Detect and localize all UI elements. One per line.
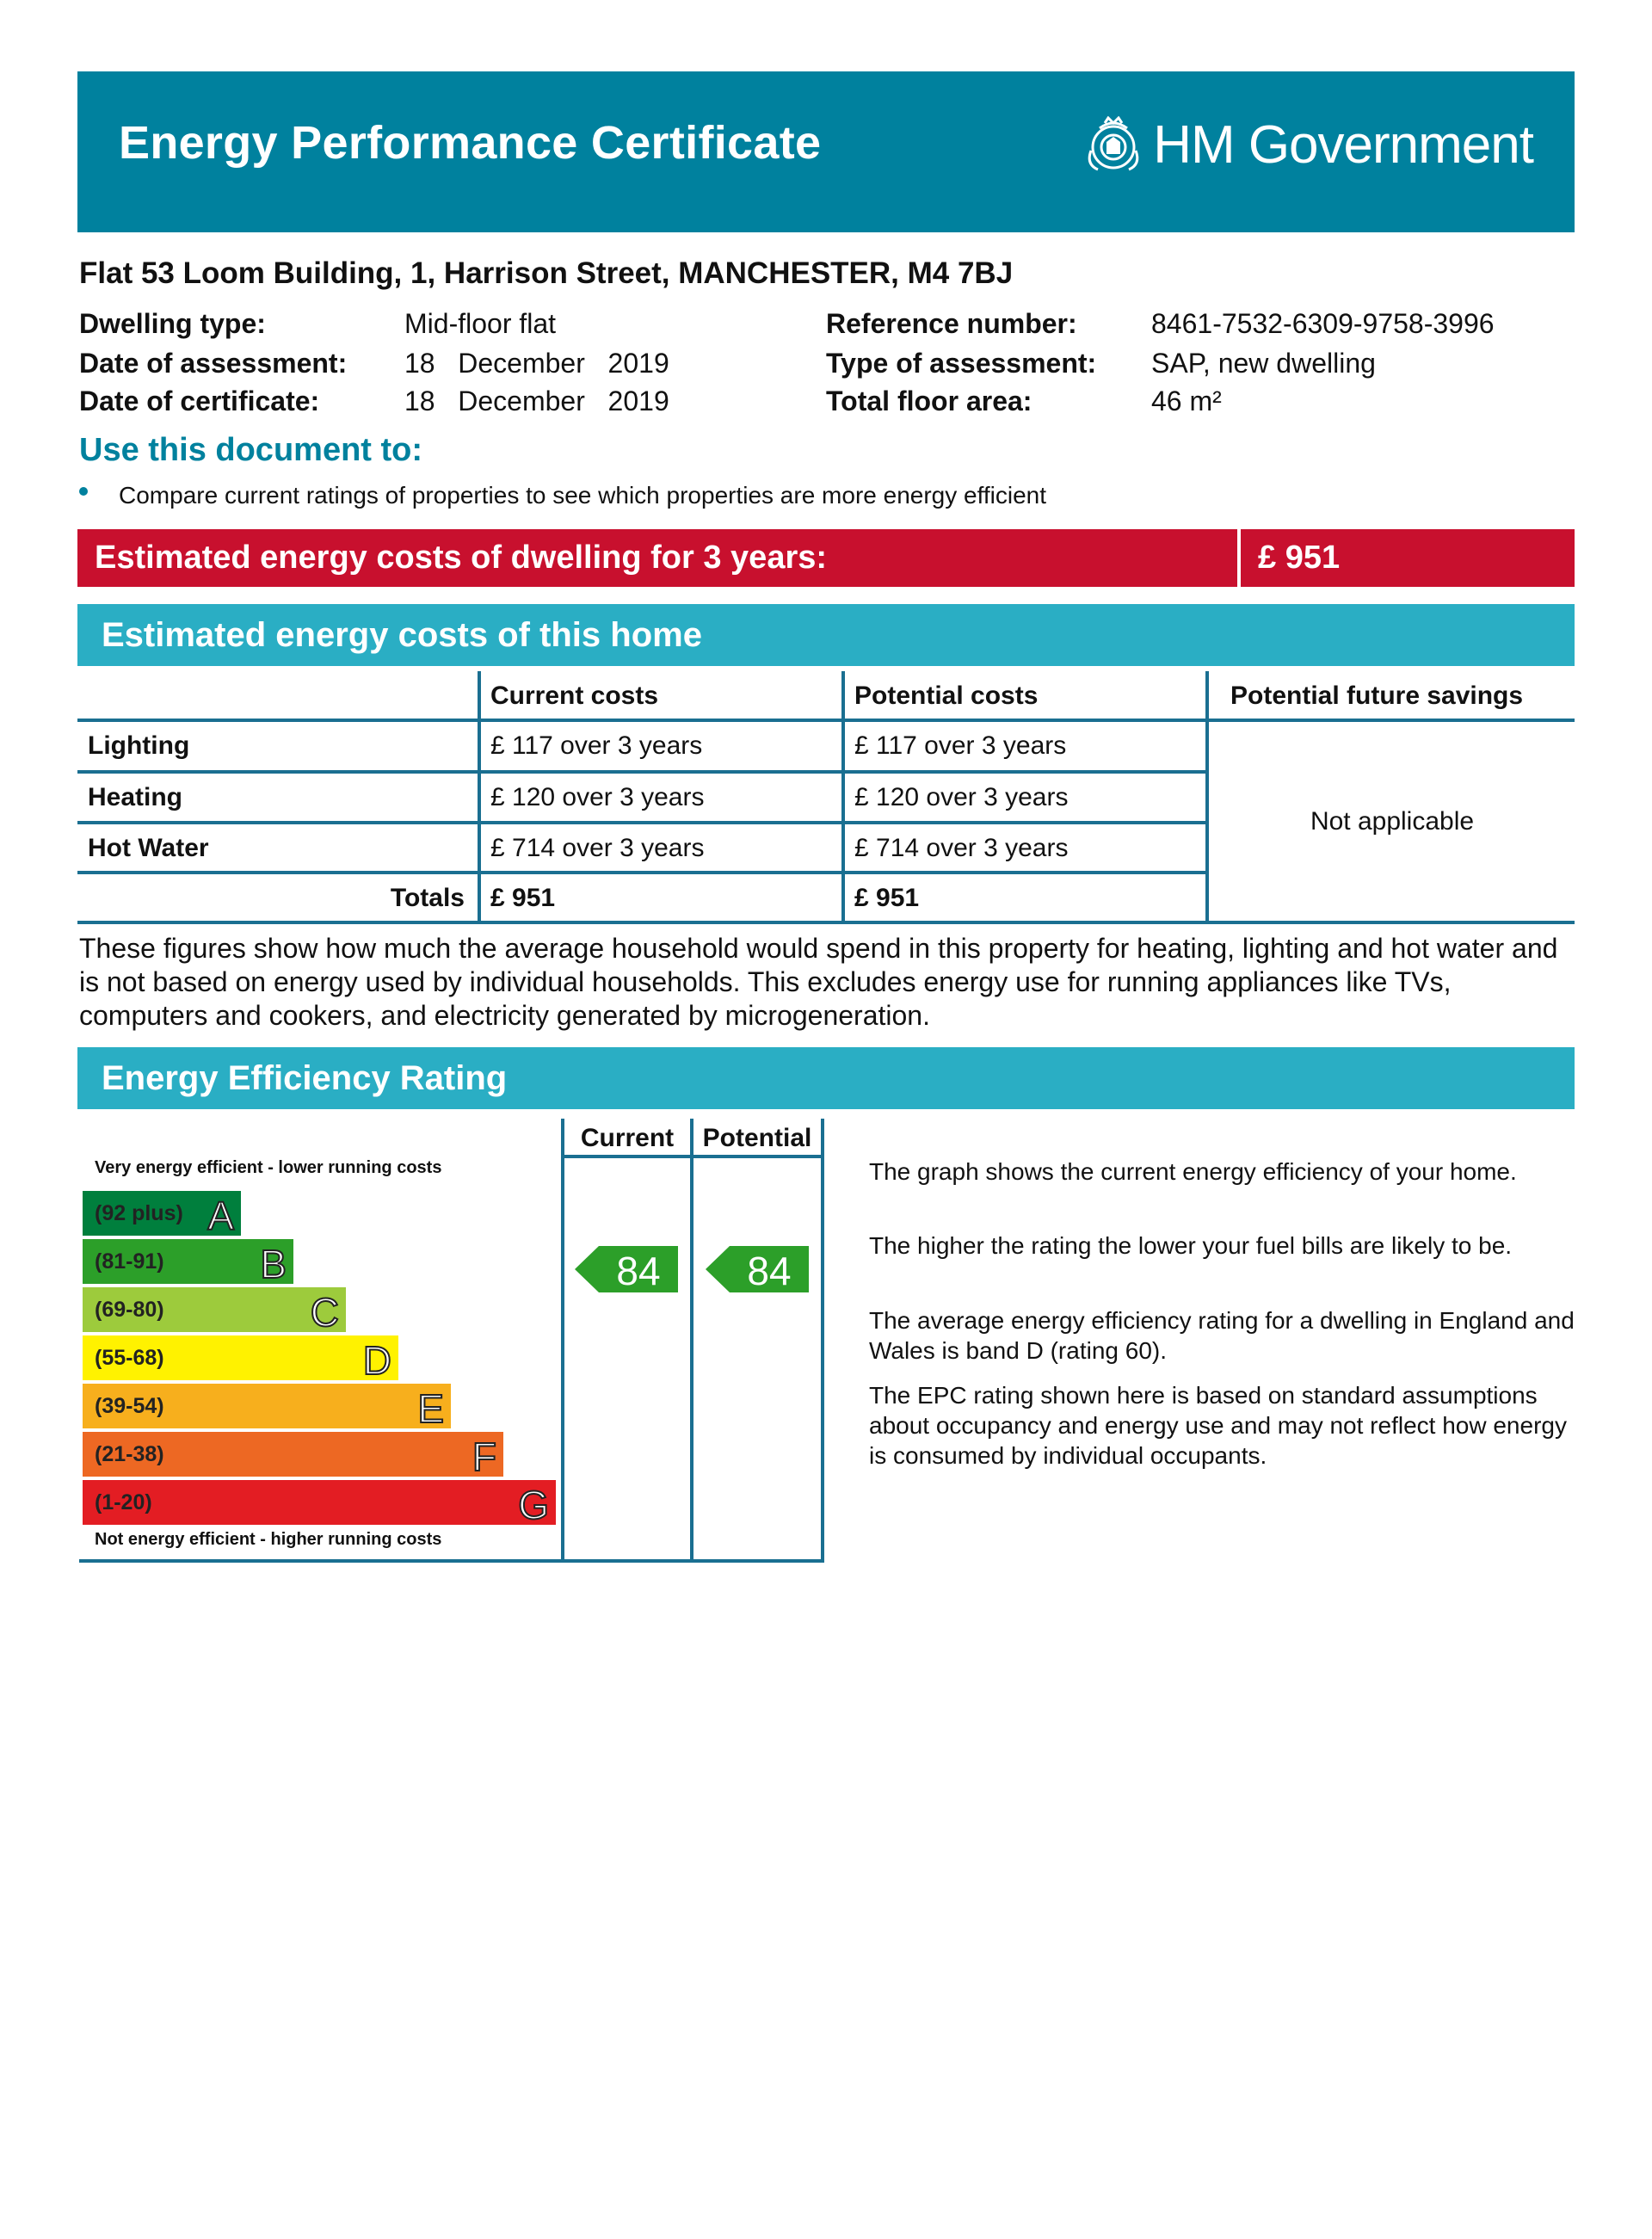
band-range: (39-54) [95,1394,164,1418]
header-current-costs: Current costs [490,682,659,710]
current-rating-arrow [575,1246,678,1292]
potential-rating-value: 84 [747,1249,792,1293]
table-divider [77,871,1207,874]
use-document-heading: Use this document to: [79,432,423,468]
assessment-date-label: Date of assessment: [79,348,348,379]
table-divider [77,921,1575,924]
total-current-cost: £ 951 [490,884,556,912]
current-rating-value: 84 [616,1249,661,1293]
band-d [83,1335,398,1383]
header-potential-costs: Potential costs [854,682,1039,710]
bullet-icon [79,487,88,496]
reference-value: 8461-7532-6309-9758-3996 [1151,308,1495,339]
heating-current-cost: £ 120 over 3 years [490,783,705,811]
potential-rating-arrow [706,1246,809,1292]
costs-section-title: Estimated energy costs of this home [102,616,702,654]
hot-water-potential-cost: £ 714 over 3 years [854,834,1069,862]
floor-area-value: 46 m² [1151,386,1222,416]
dwelling-type-label: Dwelling type: [79,308,266,339]
row-label-heating: Heating [88,783,183,811]
assessment-type-label: Type of assessment: [826,348,1097,379]
royal-crest-icon [1082,116,1144,175]
band-letter: G [518,1483,549,1527]
reference-label: Reference number: [826,308,1077,339]
band-range: (21-38) [95,1442,164,1466]
lighting-current-cost: £ 117 over 3 years [490,731,703,760]
band-letter: A [207,1194,234,1238]
chart-divider [821,1119,824,1563]
use-bullet-item: Compare current ratings of properties to see which properties are more energy efficient [119,482,1047,509]
heating-potential-cost: £ 120 over 3 years [854,783,1069,811]
table-divider [1205,671,1209,924]
column-current: Current [580,1124,675,1152]
band-c [83,1287,346,1335]
bar-divider [1237,529,1241,587]
total-potential-cost: £ 951 [854,884,920,912]
table-divider [841,671,845,924]
row-label-lighting: Lighting [88,731,190,760]
header-potential-savings: Potential future savings [1230,682,1524,710]
rating-section-title: Energy Efficiency Rating [102,1059,508,1097]
chart-divider [561,1119,564,1563]
table-divider [77,821,1207,824]
band-range: (1-20) [95,1490,152,1514]
certificate-date-value: 18 December 2019 [404,386,669,416]
band-a [83,1191,241,1236]
three-year-cost-bar [77,529,1575,587]
band-range: (81-91) [95,1249,164,1274]
hm-government-wordmark: HM Government [1153,115,1533,175]
costs-explanation: These figures show how much the average household would spend in this property for heating, lighting and hot water and is not based on energy used by individual households. This excludes energy use for running appliances like TVs, computers and cookers, and electricity generated by microgeneration. [79,933,1558,1031]
row-label-hot-water: Hot Water [88,834,209,862]
assessment-date-value: 18 December 2019 [404,348,669,379]
assessment-type-value: SAP, new dwelling [1151,348,1376,379]
band-letter: E [417,1386,444,1431]
dwelling-type-value: Mid-floor flat [404,308,557,339]
rating-section-header [77,1047,1575,1109]
band-f [83,1432,503,1477]
table-divider [478,671,481,924]
hot-water-current-cost: £ 714 over 3 years [490,834,705,862]
property-address: Flat 53 Loom Building, 1, Harrison Street, MANCHESTER, M4 7BJ [79,256,1014,290]
costs-table [77,671,1575,929]
band-e [83,1384,451,1431]
lighting-potential-cost: £ 117 over 3 years [854,731,1067,760]
band-letter: B [260,1242,287,1286]
rating-explanation: The graph shows the current energy efficiency of your home. [869,1158,1517,1185]
scale-top-text: Very energy efficient - lower running costs [95,1158,442,1177]
band-b [83,1239,293,1284]
band-letter: D [362,1338,391,1383]
chart-divider [561,1155,824,1158]
column-potential: Potential [702,1124,812,1152]
rating-explanation: The EPC rating shown here is based on standard assumptions about occupancy and energy use and may not reflect how energy is consumed by individual occupants. [869,1382,1567,1469]
savings-value: Not applicable [1310,807,1475,836]
chart-divider [690,1119,693,1563]
band-g [83,1480,556,1525]
page-title: Energy Performance Certificate [119,117,822,169]
rating-explanation: The higher the rating the lower your fuel bills are likely to be. [869,1232,1513,1259]
costs-section-header [77,604,1575,666]
hm-government-logo [1082,114,1533,176]
floor-area-label: Total floor area: [826,386,1032,416]
header-banner [77,71,1575,232]
band-range: (92 plus) [95,1201,183,1225]
table-divider [77,719,1575,722]
band-range: (69-80) [95,1298,164,1322]
totals-label: Totals [390,884,465,912]
three-year-cost-label: Estimated energy costs of dwelling for 3 years: [95,540,828,576]
band-range: (55-68) [95,1346,164,1370]
chart-divider [79,1559,824,1563]
rating-chart [79,1119,828,1566]
band-letter: F [472,1434,496,1479]
band-letter: C [310,1290,339,1335]
table-divider [77,770,1207,774]
certificate-date-label: Date of certificate: [79,386,320,416]
rating-explanation: The average energy efficiency rating for a dwelling in England and Wales is band D (rating 60). [869,1307,1575,1364]
scale-bottom-text: Not energy efficient - higher running costs [95,1530,442,1549]
three-year-cost-value: £ 951 [1258,540,1341,576]
